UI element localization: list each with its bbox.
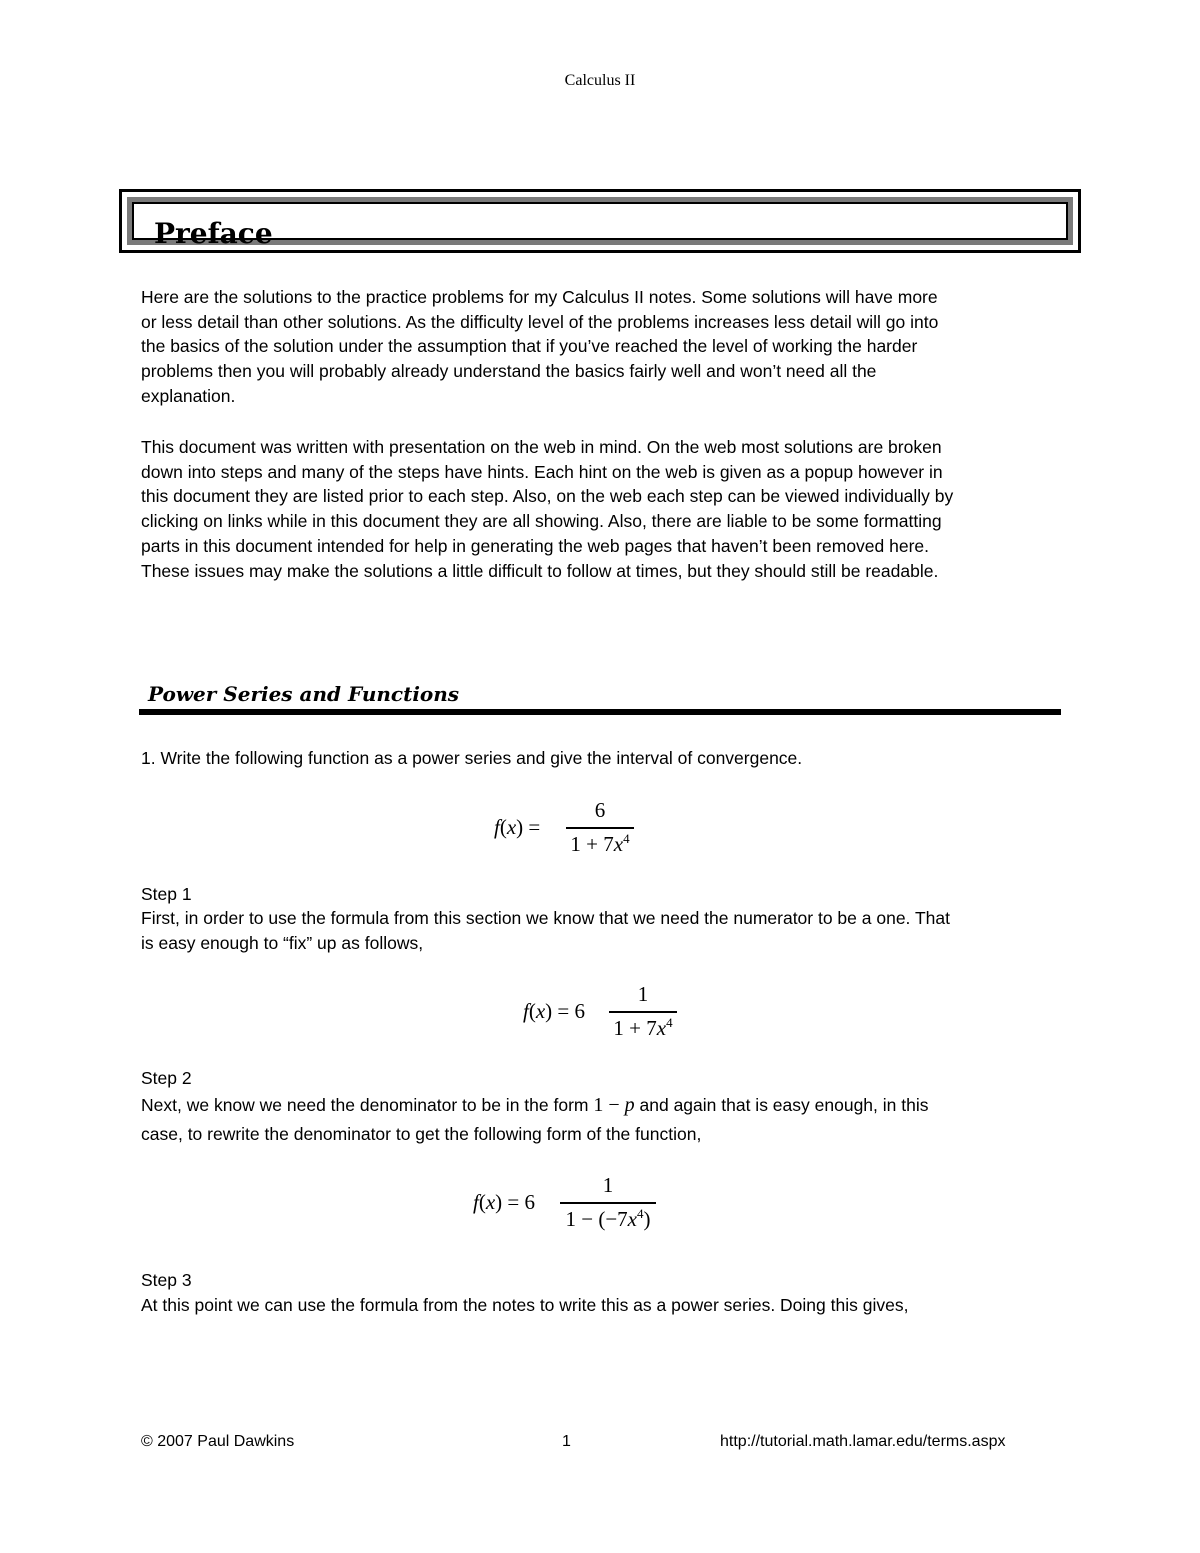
section-title: Power Series and Functions [148,682,460,706]
text-line: First, in order to use the formula from this section we know that we need the numerator to be a one. That [141,908,950,928]
footer-page-number: 1 [562,1433,571,1450]
text-line: clicking on links while in this document they are all showing. Also, there are liable to be some formatting [141,511,942,532]
equation-step-1: f(x) = 6 [523,999,586,1023]
text-line: These issues may make the solutions a little difficult to follow at times, but they should still be readable. [141,560,939,581]
text-line: or less detail than other solutions. As the difficulty level of the problems increases less detail will go into [141,311,939,332]
text-line: Here are the solutions to the practice problems for my Calculus II notes. Some solutions will have more [141,287,938,307]
footer-url: http://tutorial.math.lamar.edu/terms.aspx [720,1433,1006,1450]
text-line: down into steps and many of the steps have hints. Each hint on the web is given as a popup however in [141,461,943,482]
step-2-label: Step 2 [141,1068,192,1088]
text-line: is easy enough to “fix” up as follows, [141,933,424,953]
preface-paragraph-2 [141,435,1066,583]
text-line: the basics of the solution under the assumption that if you’ve reached the level of working the harder [141,336,918,357]
inline-math: 1 − p [593,1094,635,1116]
preface-title-box [119,189,1081,253]
text-line: This document was written with presentation on the web in mind. On the web most solutions are broken [141,437,942,457]
text-line: case, to rewrite the denominator to get the following form of the function, [141,1124,702,1144]
text-line: this document they are listed prior to each step. Also, on the web each step can be viewed individually by [141,486,954,507]
footer-copyright: © 2007 Paul Dawkins [141,1433,295,1450]
fraction: 1 $1 + 7x^4$ [609,982,677,1042]
text-line: explanation. [141,385,236,406]
fraction: 6 $1 + 7x^4$ [566,798,634,858]
preface-paragraph-1 [141,285,1066,409]
equation-step-2: f(x) = 6 [473,1190,536,1214]
text-line: parts in this document intended for help in generating the web pages that haven’t been removed here. [141,535,930,556]
text-line: problems then you will probably already understand the basics fairly well and won’t need all the [141,361,877,382]
text-line: At this point we can use the formula from the notes to write this as a power series. Doing this gives, [141,1295,909,1315]
section-rule [139,709,1061,715]
text-line: Next, we know we need the denominator to be in the form 1 − p and again that is easy enough, in this [141,1094,929,1116]
step-3-label: Step 3 [141,1270,192,1290]
step-1-label: Step 1 [141,884,192,904]
fraction: 1 $1 - (-7x^4)$ [560,1173,656,1239]
running-head: Calculus II [564,72,636,89]
equation-original: f(x) = [494,815,541,839]
preface-title: Preface [154,217,273,250]
problem-statement: 1. Write the following function as a power series and give the interval of convergence. [141,748,803,768]
